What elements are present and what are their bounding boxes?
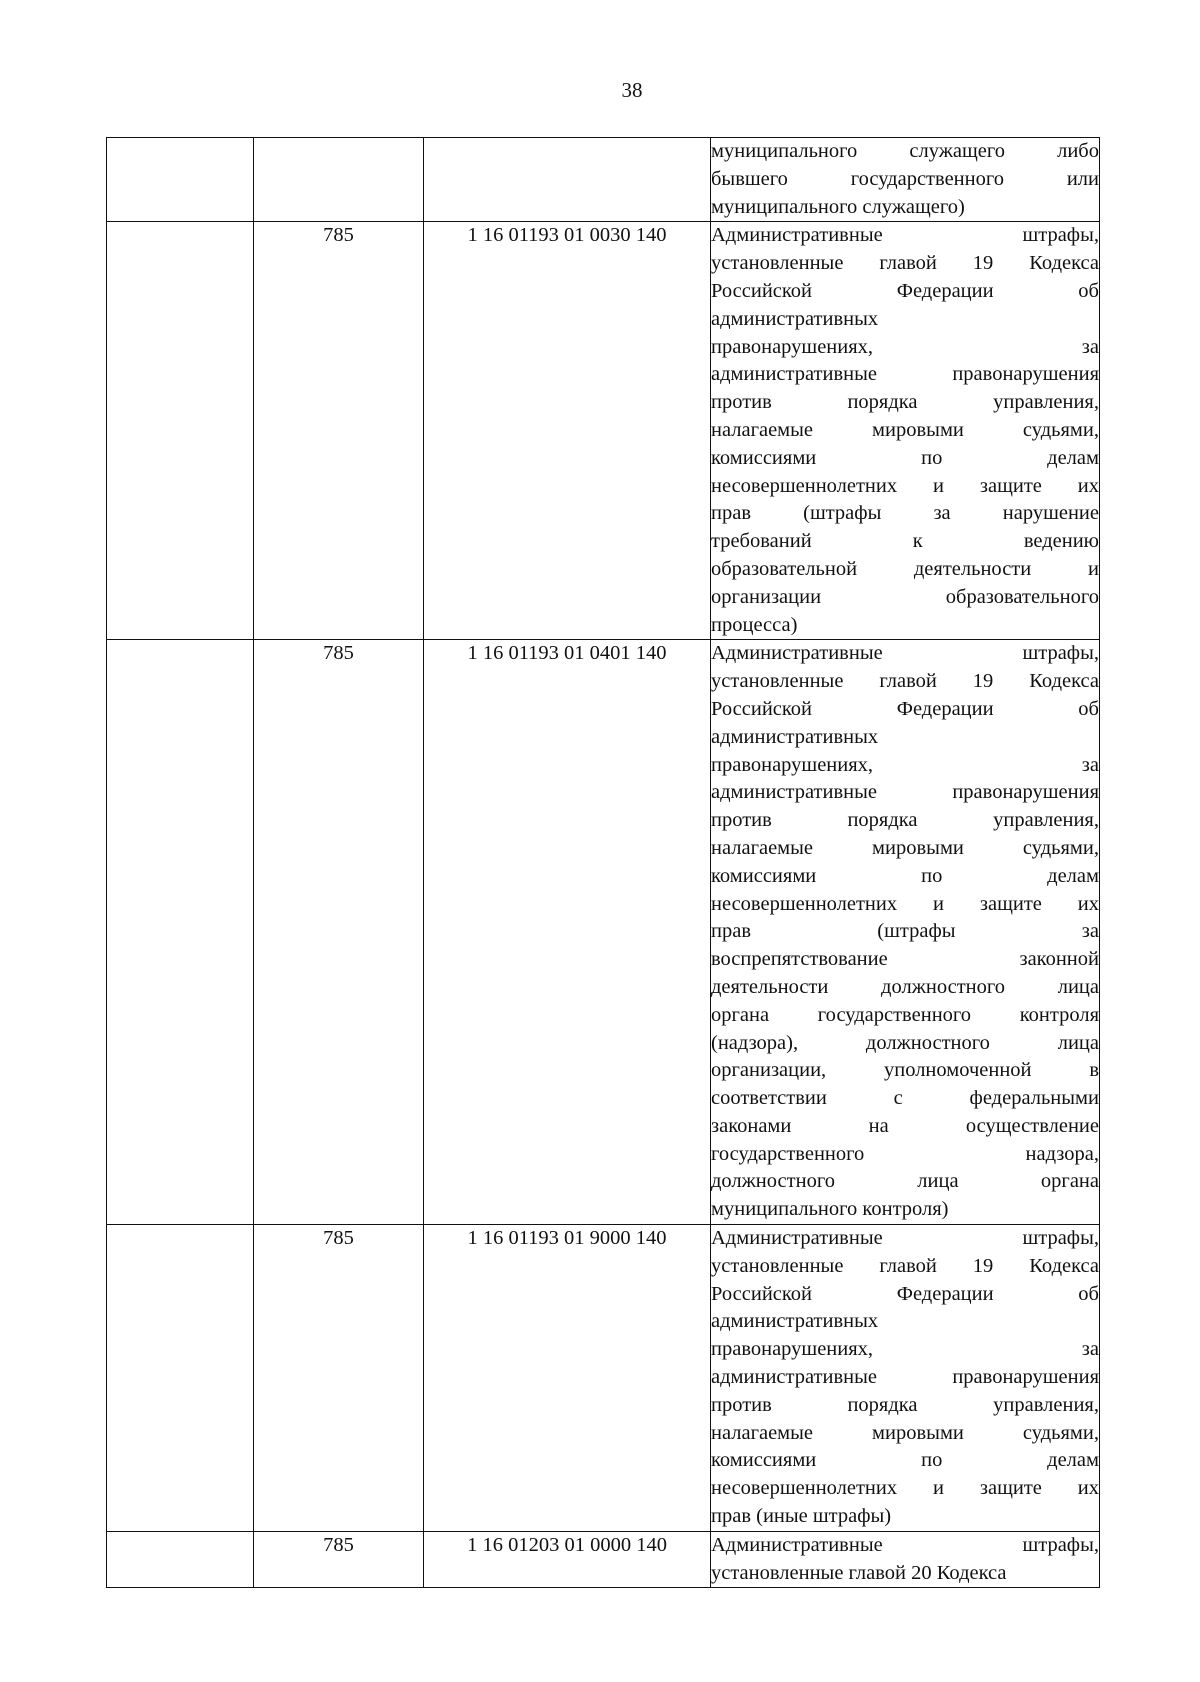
description-line: требований к ведению	[711, 530, 1099, 553]
description-line: организации, уполномоченной в	[711, 1059, 1099, 1082]
description-line: государственного надзора,	[711, 1142, 1099, 1165]
empty-cell	[107, 640, 254, 1225]
table-row	[107, 222, 1100, 640]
description-cell	[711, 222, 1100, 640]
description-line: административные правонарушения	[711, 363, 1099, 386]
description-line: прав (штрафы за	[711, 920, 1099, 943]
empty-cell	[107, 138, 254, 222]
admin-code-cell: 785	[254, 222, 424, 640]
description-line: административных	[711, 725, 879, 748]
table-row	[107, 1225, 1100, 1532]
description-line: (надзора), должностного лица	[711, 1031, 1099, 1054]
description-line: соответствии с федеральными	[711, 1087, 1099, 1110]
description-cell	[711, 138, 1100, 222]
description-cell	[711, 1531, 1100, 1588]
description-line: должностного лица органа	[711, 1170, 1099, 1193]
description-line: процесса)	[711, 613, 798, 636]
description-line: органа государственного контроля	[711, 1003, 1099, 1026]
empty-cell	[107, 1225, 254, 1532]
description-line: законами на осуществление	[711, 1114, 1099, 1137]
empty-cell	[107, 1531, 254, 1588]
description-line: прав (штрафы за нарушение	[711, 502, 1099, 525]
description-line: воспрепятствование законной	[711, 948, 1099, 971]
admin-code-cell	[254, 138, 424, 222]
description-line: несовершеннолетних и защите их	[711, 892, 1099, 915]
description-line: несовершеннолетних и защите их	[711, 474, 1099, 497]
description-line: Российской Федерации об	[711, 279, 1099, 302]
description-line: административные правонарушения	[711, 781, 1099, 804]
budget-code-cell: 1 16 01193 01 9000 140	[424, 1225, 711, 1532]
table-row	[107, 640, 1100, 1225]
description-line: Административные штрафы,	[711, 642, 1099, 665]
description-line: Административные штрафы,	[711, 224, 1099, 247]
description-cell	[711, 640, 1100, 1225]
budget-code-cell	[424, 138, 711, 222]
budget-codes-table	[106, 137, 1100, 1588]
description-line: Административные штрафы,	[711, 1533, 1099, 1556]
empty-cell	[107, 222, 254, 640]
budget-code-cell: 1 16 01193 01 0401 140	[424, 640, 711, 1225]
description-line: налагаемые мировыми судьями,	[711, 836, 1099, 859]
description-line: комиссиями по делам	[711, 446, 1099, 469]
description-line: организации образовательного	[711, 585, 1099, 608]
table-row	[107, 1531, 1100, 1588]
admin-code-cell: 785	[254, 640, 424, 1225]
description-line: установленные главой 19 Кодекса	[711, 670, 1099, 693]
description-line: несовершеннолетних и защите их	[711, 1477, 1099, 1500]
budget-code-cell: 1 16 01203 01 0000 140	[424, 1531, 711, 1588]
description-line: бывшего государственного или	[711, 167, 1099, 190]
description-line: муниципального служащего)	[711, 195, 965, 218]
description-line: против порядка управления,	[711, 809, 1099, 832]
description-line: налагаемые мировыми судьями,	[711, 1421, 1099, 1444]
description-line: комиссиями по делам	[711, 864, 1099, 887]
budget-code-cell: 1 16 01193 01 0030 140	[424, 222, 711, 640]
page-number: 38	[621, 78, 643, 102]
description-line: муниципального служащего либо	[711, 140, 1099, 162]
description-line: установленные главой 19 Кодекса	[711, 252, 1099, 275]
description-line: правонарушениях, за	[711, 1338, 1099, 1361]
description-line: административных	[711, 307, 879, 330]
description-line: Административные штрафы,	[711, 1227, 1099, 1250]
description-line: установленные главой 19 Кодекса	[711, 1254, 1099, 1277]
description-line: установленные главой 20 Кодекса	[711, 1561, 1007, 1584]
description-line: административных	[711, 1310, 879, 1333]
description-line: административные правонарушения	[711, 1366, 1099, 1389]
description-line: правонарушениях, за	[711, 335, 1099, 358]
table-row	[107, 138, 1100, 222]
description-line: налагаемые мировыми судьями,	[711, 418, 1099, 441]
description-line: против порядка управления,	[711, 1393, 1099, 1416]
description-line: муниципального контроля)	[711, 1198, 949, 1221]
description-cell	[711, 1225, 1100, 1532]
description-line: Российской Федерации об	[711, 697, 1099, 720]
admin-code-cell: 785	[254, 1225, 424, 1532]
description-line: комиссиями по делам	[711, 1449, 1099, 1472]
description-line: Российской Федерации об	[711, 1282, 1099, 1305]
description-line: против порядка управления,	[711, 391, 1099, 414]
description-line: правонарушениях, за	[711, 753, 1099, 776]
description-line: прав (иные штрафы)	[711, 1505, 892, 1528]
description-line: деятельности должностного лица	[711, 975, 1099, 998]
table-body	[107, 138, 1100, 1588]
admin-code-cell: 785	[254, 1531, 424, 1588]
description-line: образовательной деятельности и	[711, 557, 1099, 580]
